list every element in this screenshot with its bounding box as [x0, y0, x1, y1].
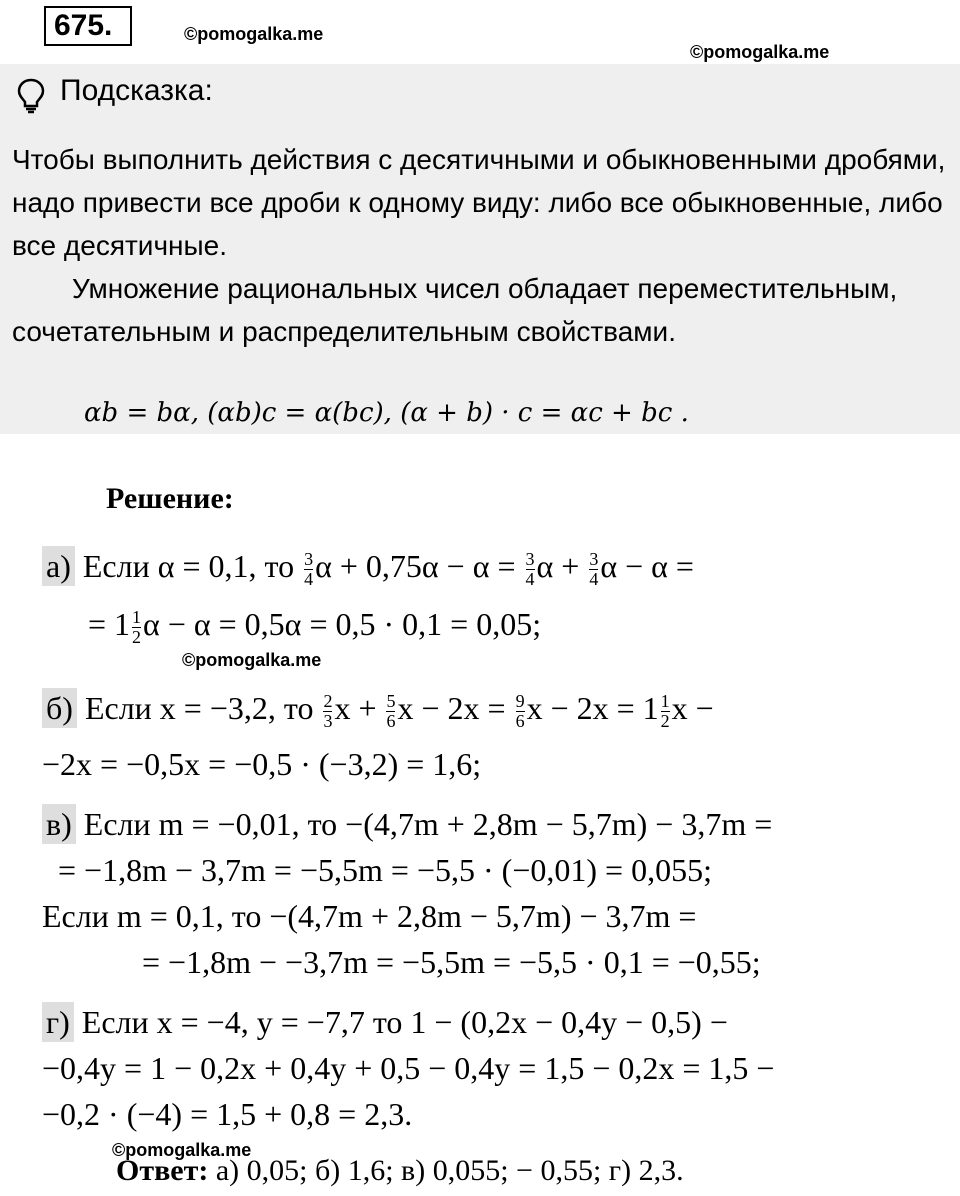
hint-formula: αb = bα, (αb)c = α(bc), (α + b) · c = αc + bc .	[84, 398, 689, 428]
text: = 1	[88, 606, 131, 642]
text: α +	[536, 548, 580, 584]
solution-a-line2	[88, 606, 541, 647]
watermark: ©pomogalka.me	[690, 42, 830, 62]
fraction: $\frac{1}{2}$	[660, 691, 670, 732]
solution-v-line2: = −1,8m − 3,7m = −5,5m = −5,5 · (−0,01) = 0,055;	[58, 852, 712, 888]
fraction: $\frac{1}{2}$	[132, 607, 142, 648]
hint-paragraph: Умножение рациональных чисел обладает переместительным, сочетательным и распределительным свойствами.	[12, 273, 898, 347]
text: α − α =	[600, 548, 694, 584]
watermark: ©pomogalka.me	[112, 1140, 252, 1160]
solution-title: Решение:	[106, 482, 234, 515]
fraction: $\frac{3}{4}$	[589, 549, 599, 590]
solution-g-line1	[42, 1004, 728, 1041]
fraction: $\frac{3}{4}$	[304, 549, 314, 590]
solution-b-line1	[42, 690, 714, 731]
text: Если x = −4, y = −7,7 то 1 − (0,2x − 0,4y − 0,5) −	[81, 1004, 728, 1040]
solution-v-line1	[42, 806, 772, 843]
watermark: ©pomogalka.me	[184, 24, 324, 44]
fraction: $\frac{5}{6}$	[386, 691, 396, 732]
fraction: $\frac{3}{4}$	[525, 549, 535, 590]
fraction: $\frac{2}{3}$	[323, 691, 333, 732]
text: Если α = 0,1, то	[82, 548, 295, 584]
text: α + 0,75α − α =	[315, 548, 516, 584]
solution-a-line1	[42, 548, 694, 589]
answer-label: Ответ:	[116, 1154, 209, 1187]
item-label: в)	[42, 804, 76, 844]
solution-v-line3: Если m = 0,1, то −(4,7m + 2,8m − 5,7m) − 3,7m =	[42, 898, 697, 934]
solution-g-line2: −0,4y = 1 − 0,2x + 0,4y + 0,5 − 0,4y = 1,5 − 0,2x = 1,5 −	[42, 1050, 775, 1086]
text: α − α = 0,5α = 0,5 · 0,1 = 0,05;	[143, 606, 542, 642]
item-label: а)	[42, 546, 75, 586]
item-label: г)	[42, 1002, 74, 1042]
task-number: 675.	[44, 6, 132, 46]
fraction: $\frac{9}{6}$	[515, 691, 525, 732]
text: x − 2x = 1	[526, 690, 659, 726]
watermark: ©pomogalka.me	[182, 650, 322, 670]
text: Если x = −3,2, то	[84, 690, 314, 726]
solution-b-line2: −2x = −0,5x = −0,5 · (−3,2) = 1,6;	[42, 746, 482, 782]
text: x +	[334, 690, 377, 726]
hint-paragraph: Чтобы выполнить действия с десятичными и обыкновенными дробями, надо привести все дроби к одному виду: либо все обыкновенные, либо все десятичные.	[12, 144, 946, 261]
text: x −	[671, 690, 714, 726]
solution-g-line3: −0,2 · (−4) = 1,5 + 0,8 = 2,3.	[42, 1096, 413, 1132]
text: x − 2x =	[397, 690, 506, 726]
answer-text: а) 0,05; б) 1,6; в) 0,055; − 0,55; г) 2,3.	[215, 1154, 684, 1187]
solution-v-line4: = −1,8m − −3,7m = −5,5m = −5,5 · 0,1 = −0,55;	[142, 944, 761, 980]
hint-text	[12, 138, 952, 353]
hint-title: Подсказка:	[60, 74, 213, 107]
lightbulb-icon	[16, 78, 46, 114]
answer-line	[116, 1154, 684, 1188]
text: Если m = −0,01, то −(4,7m + 2,8m − 5,7m) − 3,7m =	[83, 806, 773, 842]
item-label: б)	[42, 688, 77, 728]
